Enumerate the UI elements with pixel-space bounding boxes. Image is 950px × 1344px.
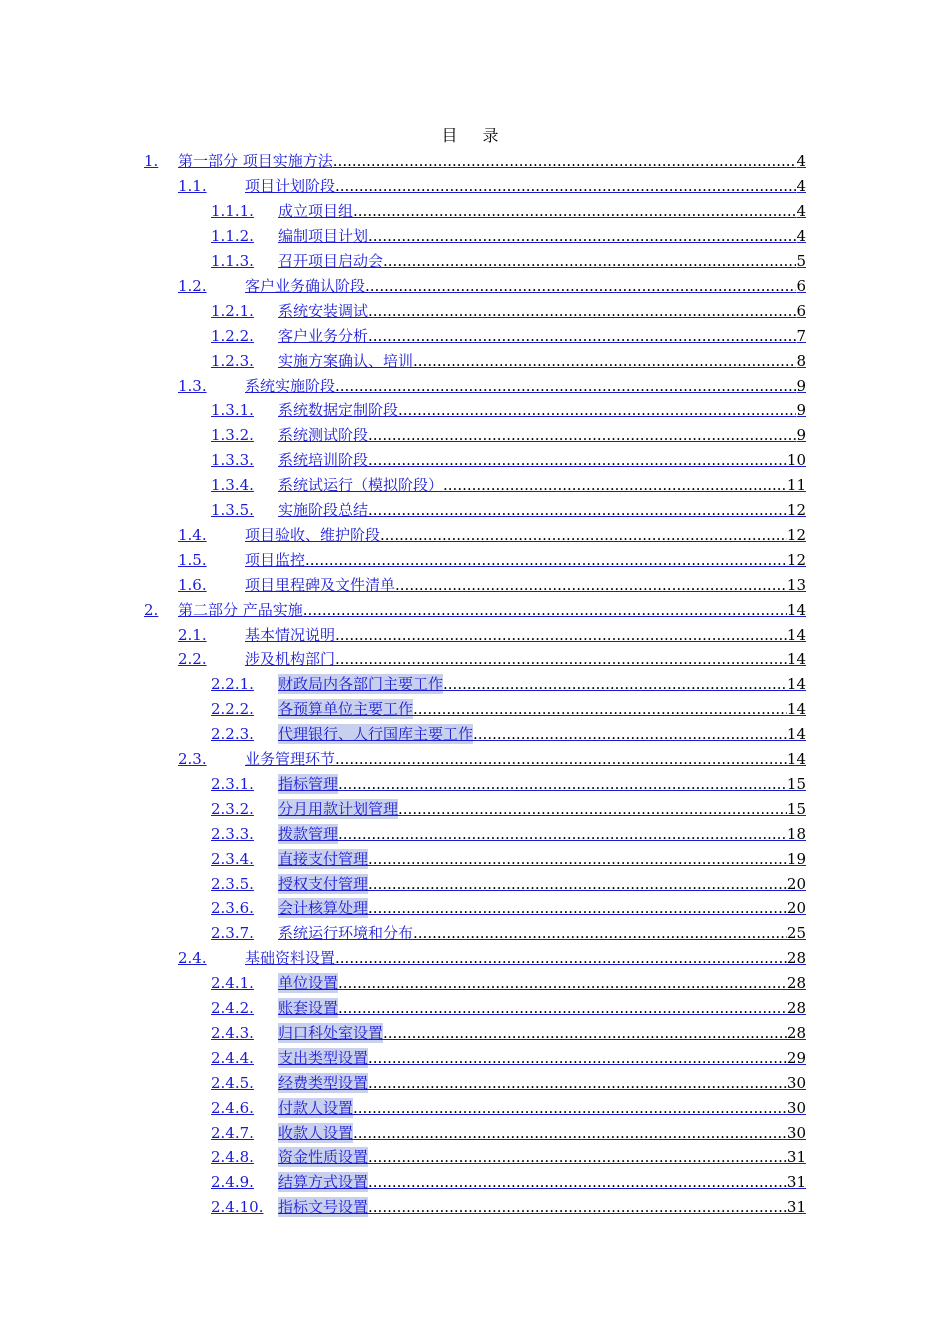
toc-leader-dots — [368, 874, 787, 894]
toc-entry[interactable] — [0, 1145, 950, 1170]
toc-entry-link[interactable] — [278, 500, 806, 520]
toc-leader-dots — [365, 276, 796, 296]
toc-entry-number[interactable]: 1.3.1. — [211, 401, 254, 420]
toc-entry-number[interactable]: 1.2.1. — [211, 301, 254, 320]
toc-entry-link[interactable] — [278, 1023, 806, 1043]
toc-entry-number[interactable]: 1.1.3. — [211, 252, 254, 271]
toc-page-number: 9 — [796, 426, 806, 445]
toc-entry-title: 召开项目启动会 — [278, 252, 384, 271]
toc-entry-number[interactable]: 1.5. — [178, 550, 207, 569]
toc-page-number: 14 — [786, 625, 806, 644]
toc-leader-dots — [353, 1098, 787, 1118]
toc-leader-dots — [353, 201, 796, 221]
toc-page-number: 14 — [786, 725, 806, 744]
toc-entry-link[interactable] — [245, 575, 806, 595]
toc-page-number: 25 — [786, 924, 806, 943]
toc-entry-link[interactable] — [245, 276, 806, 296]
toc-entry-number[interactable]: 2.1. — [178, 625, 207, 644]
toc-entry-number[interactable]: 2.2.1. — [211, 675, 254, 694]
toc-entry-link[interactable] — [278, 923, 806, 943]
toc-leader-dots — [368, 425, 796, 445]
toc-entry-title: 实施阶段总结 — [278, 501, 369, 520]
toc-entry-number[interactable]: 1.2.2. — [211, 326, 254, 345]
toc-page-number: 11 — [786, 476, 806, 495]
toc-entry-number[interactable]: 1.3.4. — [211, 476, 254, 495]
toc-leader-dots — [338, 824, 787, 844]
toc-entry-number[interactable]: 1.3. — [178, 376, 207, 395]
toc-entry-title: 项目计划阶段 — [245, 177, 336, 196]
toc-entry[interactable] — [0, 622, 950, 647]
toc-entry-title: 指标管理 — [278, 774, 339, 793]
toc-page-number: 4 — [796, 202, 806, 221]
toc-page-number: 12 — [786, 525, 806, 544]
toc-entry-title: 分月用款计划管理 — [278, 799, 399, 818]
toc-page-number: 28 — [786, 949, 806, 968]
toc-leader-dots — [335, 376, 796, 396]
toc-entry-link[interactable] — [278, 226, 806, 246]
toc-entry-number[interactable]: 2.4.8. — [211, 1148, 254, 1167]
toc-leader-dots — [398, 799, 787, 819]
toc-entry[interactable] — [0, 647, 950, 672]
toc-leader-dots — [305, 550, 787, 570]
toc-page-number: 29 — [786, 1048, 806, 1067]
toc-page-number: 14 — [786, 600, 806, 619]
toc-entry-link[interactable] — [178, 151, 806, 171]
toc-entry[interactable] — [0, 1195, 950, 1220]
toc-leader-dots — [368, 1048, 787, 1068]
toc-entry-number[interactable]: 2.3.4. — [211, 849, 254, 868]
toc-entry[interactable] — [0, 1120, 950, 1145]
toc-entry-link[interactable] — [278, 824, 806, 844]
toc-entry-number[interactable]: 1. — [144, 152, 159, 171]
toc-entry-number[interactable]: 1.1.1. — [211, 202, 254, 221]
toc-entry-link[interactable] — [245, 749, 806, 769]
toc-entry[interactable] — [0, 996, 950, 1021]
toc-entry-title: 结算方式设置 — [278, 1173, 369, 1192]
toc-entry-link[interactable] — [278, 326, 806, 346]
toc-page-number: 15 — [786, 774, 806, 793]
toc-entry-link[interactable] — [278, 201, 806, 221]
toc-entry[interactable] — [0, 323, 950, 348]
toc-entry-number[interactable]: 2.3.6. — [211, 899, 254, 918]
toc-entry-link[interactable] — [278, 1123, 806, 1143]
toc-entry-link[interactable] — [278, 699, 806, 719]
toc-entry-link[interactable] — [278, 1172, 806, 1192]
toc-leader-dots — [443, 475, 787, 495]
toc-entry[interactable] — [0, 747, 950, 772]
toc-entry[interactable] — [0, 174, 950, 199]
toc-entry-title: 资金性质设置 — [278, 1148, 369, 1167]
toc-leader-dots — [368, 226, 796, 246]
toc-entry-number[interactable]: 2.4.3. — [211, 1023, 254, 1042]
toc-entry[interactable] — [0, 896, 950, 921]
toc-entry-number[interactable]: 2.4.2. — [211, 999, 254, 1018]
toc-entry[interactable] — [0, 1170, 950, 1195]
toc-entry[interactable] — [0, 498, 950, 523]
toc-entry-title: 系统测试阶段 — [278, 426, 369, 445]
toc-page-number: 7 — [796, 326, 806, 345]
toc-entry-link[interactable] — [245, 625, 806, 645]
toc-leader-dots — [368, 326, 796, 346]
toc-entry-title: 涉及机构部门 — [245, 650, 336, 669]
toc-entry[interactable] — [0, 348, 950, 373]
toc-entry-title: 系统运行环境和分布 — [278, 924, 414, 943]
toc-page-number: 10 — [786, 451, 806, 470]
toc-page-number: 28 — [786, 999, 806, 1018]
toc-entry-number[interactable]: 1.1.2. — [211, 227, 254, 246]
toc-entry[interactable] — [0, 547, 950, 572]
toc-page-number: 19 — [786, 849, 806, 868]
toc-entry-title: 编制项目计划 — [278, 227, 369, 246]
toc-entry[interactable] — [0, 423, 950, 448]
toc-entry[interactable] — [0, 249, 950, 274]
toc-page-number: 30 — [786, 1123, 806, 1142]
toc-entry-title: 系统数据定制阶段 — [278, 401, 399, 420]
toc-entry-link[interactable] — [278, 1073, 806, 1093]
toc-entry[interactable] — [0, 846, 950, 871]
toc-entry-number[interactable]: 2.3.1. — [211, 774, 254, 793]
toc-entry-link[interactable] — [245, 948, 806, 968]
toc-leader-dots — [353, 1123, 787, 1143]
toc-entry-number[interactable]: 2.4.1. — [211, 974, 254, 993]
toc-page-number: 20 — [786, 899, 806, 918]
toc-entry-title: 经费类型设置 — [278, 1073, 369, 1092]
toc-leader-dots — [368, 500, 787, 520]
toc-entry-link[interactable] — [278, 425, 806, 445]
toc-entry-number[interactable]: 2. — [144, 600, 159, 619]
toc-entry-number[interactable]: 1.6. — [178, 575, 207, 594]
toc-entry-link[interactable] — [278, 724, 806, 744]
toc-entry-number[interactable]: 2.2.3. — [211, 725, 254, 744]
toc-entry-number[interactable]: 2.4.7. — [211, 1123, 254, 1142]
toc-entry[interactable] — [0, 1095, 950, 1120]
toc-page-number: 18 — [786, 824, 806, 843]
toc-entry-link[interactable] — [245, 550, 806, 570]
toc-entry-title: 基础资料设置 — [245, 949, 336, 968]
toc-entry-link[interactable] — [278, 301, 806, 321]
toc-leader-dots — [368, 301, 796, 321]
toc-entry-number[interactable]: 2.4.4. — [211, 1048, 254, 1067]
toc-entry-number[interactable]: 2.3. — [178, 750, 207, 769]
toc-entry-title: 财政局内各部门主要工作 — [278, 675, 444, 694]
toc-page-number: 14 — [786, 650, 806, 669]
toc-entry-link[interactable] — [278, 898, 806, 918]
toc-entry[interactable] — [0, 149, 950, 174]
toc-entry[interactable] — [0, 796, 950, 821]
toc-leader-dots — [398, 400, 796, 420]
toc-page-number: 31 — [786, 1148, 806, 1167]
toc-entry-number[interactable]: 1.3.3. — [211, 451, 254, 470]
toc-entry-number[interactable]: 1.3.2. — [211, 426, 254, 445]
toc-entry-title: 项目里程碑及文件清单 — [245, 575, 396, 594]
toc-leader-dots — [368, 450, 787, 470]
toc-entry-number[interactable]: 2.4.10. — [211, 1198, 264, 1217]
toc-entry-link[interactable] — [278, 1048, 806, 1068]
toc-entry-link[interactable] — [278, 251, 806, 271]
toc-page-number: 9 — [796, 376, 806, 395]
toc-entry[interactable] — [0, 199, 950, 224]
toc-leader-dots — [303, 600, 787, 620]
toc-entry-link[interactable] — [245, 376, 806, 396]
toc-entry-title: 单位设置 — [278, 974, 339, 993]
toc-entry-number[interactable]: 2.2. — [178, 650, 207, 669]
toc-page-number: 12 — [786, 501, 806, 520]
toc-entry-number[interactable]: 1.2.3. — [211, 351, 254, 370]
toc-entry[interactable] — [0, 398, 950, 423]
toc-entry-number[interactable]: 1.3.5. — [211, 501, 254, 520]
toc-entry-title: 成立项目组 — [278, 202, 354, 221]
toc-leader-dots — [368, 1172, 787, 1192]
toc-entry-number[interactable]: 2.3.7. — [211, 924, 254, 943]
toc-entry[interactable] — [0, 274, 950, 299]
toc-entry-link[interactable] — [278, 1197, 806, 1217]
toc-leader-dots — [335, 749, 787, 769]
toc-entry-title: 系统安装调试 — [278, 301, 369, 320]
toc-entry-title: 归口科处室设置 — [278, 1023, 384, 1042]
toc-entry-title: 会计核算处理 — [278, 899, 369, 918]
toc-entry-link[interactable] — [278, 351, 806, 371]
toc-entry-link[interactable] — [278, 475, 806, 495]
toc-entry-number[interactable]: 2.4.9. — [211, 1173, 254, 1192]
toc-leader-dots — [383, 1023, 787, 1043]
toc-entry[interactable] — [0, 597, 950, 622]
toc-leader-dots — [413, 351, 796, 371]
toc-leader-dots — [338, 998, 787, 1018]
toc-leader-dots — [380, 525, 787, 545]
toc-entry[interactable] — [0, 448, 950, 473]
toc-entry-title: 收款人设置 — [278, 1123, 354, 1142]
toc-entry[interactable] — [0, 921, 950, 946]
toc-entry-title: 直接支付管理 — [278, 849, 369, 868]
toc-entry[interactable] — [0, 672, 950, 697]
toc-entry-title: 账套设置 — [278, 999, 339, 1018]
toc-page-number: 4 — [796, 177, 806, 196]
toc-leader-dots — [338, 774, 787, 794]
toc-entry[interactable] — [0, 821, 950, 846]
toc-entry-number[interactable]: 2.4.5. — [211, 1073, 254, 1092]
toc-leader-dots — [335, 176, 796, 196]
toc-page-number: 14 — [786, 675, 806, 694]
toc-leader-dots — [335, 625, 787, 645]
toc-entry-title: 第一部分 项目实施方法 — [178, 152, 333, 171]
toc-entry-title: 业务管理环节 — [245, 750, 336, 769]
toc-page-number: 4 — [796, 227, 806, 246]
toc-entry-title: 系统试运行（模拟阶段） — [278, 476, 444, 495]
toc-entry-link[interactable] — [278, 674, 806, 694]
toc-entry-number[interactable]: 2.4. — [178, 949, 207, 968]
toc-entry[interactable] — [0, 946, 950, 971]
toc-page-number: 14 — [786, 750, 806, 769]
toc-entry-title: 各预算单位主要工作 — [278, 700, 414, 719]
toc-entry-title: 支出类型设置 — [278, 1048, 369, 1067]
toc-entry-link[interactable] — [278, 849, 806, 869]
toc-page-number: 9 — [796, 401, 806, 420]
toc-leader-dots — [368, 898, 787, 918]
toc-leader-dots — [335, 649, 787, 669]
toc-entry-number[interactable]: 2.3.5. — [211, 874, 254, 893]
toc-page-number: 5 — [796, 252, 806, 271]
toc-page-number: 15 — [786, 799, 806, 818]
toc-entry-link[interactable] — [278, 998, 806, 1018]
toc-entry[interactable] — [0, 697, 950, 722]
toc-entry[interactable] — [0, 1021, 950, 1046]
toc-entry-link[interactable] — [278, 874, 806, 894]
toc-page-number: 6 — [796, 276, 806, 295]
toc-entry[interactable] — [0, 473, 950, 498]
toc-entry[interactable] — [0, 722, 950, 747]
toc-page-number: 13 — [786, 575, 806, 594]
toc-entry[interactable] — [0, 298, 950, 323]
toc-entry-title: 实施方案确认、培训 — [278, 351, 414, 370]
toc-page-number: 6 — [796, 301, 806, 320]
toc-leader-dots — [333, 151, 797, 171]
toc-page-number: 28 — [786, 974, 806, 993]
toc-leader-dots — [335, 948, 787, 968]
toc-entry-title: 基本情况说明 — [245, 625, 336, 644]
toc-entry[interactable] — [0, 572, 950, 597]
toc-page-number: 31 — [786, 1173, 806, 1192]
toc-page-number: 20 — [786, 874, 806, 893]
toc-entry-title: 付款人设置 — [278, 1098, 354, 1117]
toc-entry-title: 代理银行、人行国库主要工作 — [278, 725, 474, 744]
toc-entry-link[interactable] — [278, 799, 806, 819]
toc-leader-dots — [413, 923, 787, 943]
toc-entry-link[interactable] — [278, 774, 806, 794]
toc-entry-link[interactable] — [245, 649, 806, 669]
toc-title: 目 录 — [441, 126, 509, 145]
toc-entry-number[interactable]: 1.1. — [178, 177, 207, 196]
toc-leader-dots — [443, 674, 787, 694]
toc-leader-dots — [368, 1073, 787, 1093]
toc-entry[interactable] — [0, 772, 950, 797]
toc-entry-title: 项目验收、维护阶段 — [245, 525, 381, 544]
toc-leader-dots — [368, 1197, 787, 1217]
toc-entry-title: 项目监控 — [245, 550, 306, 569]
toc-entry-number[interactable]: 2.3.2. — [211, 799, 254, 818]
toc-entry-number[interactable]: 1.4. — [178, 525, 207, 544]
toc-entry-title: 客户业务分析 — [278, 326, 369, 345]
toc-entry-title: 拨款管理 — [278, 824, 339, 843]
toc-entry-link[interactable] — [245, 176, 806, 196]
toc-page-number: 14 — [786, 700, 806, 719]
toc-page-number: 31 — [786, 1198, 806, 1217]
toc-leader-dots — [338, 973, 787, 993]
toc-page-number: 4 — [796, 152, 806, 171]
toc-page-number: 28 — [786, 1023, 806, 1042]
toc-entry[interactable] — [0, 523, 950, 548]
toc-entry-link[interactable] — [178, 600, 806, 620]
toc-entry[interactable] — [0, 871, 950, 896]
toc-entry-link[interactable] — [278, 1147, 806, 1167]
toc-entry-title: 系统实施阶段 — [245, 376, 336, 395]
toc-leader-dots — [395, 575, 787, 595]
toc-leader-dots — [473, 724, 787, 744]
toc-entry[interactable] — [0, 224, 950, 249]
toc-entry-title: 系统培训阶段 — [278, 451, 369, 470]
toc-leader-dots — [368, 849, 787, 869]
toc-leader-dots — [413, 699, 787, 719]
toc-entry-link[interactable] — [278, 400, 806, 420]
toc-entry-title: 第二部分 产品实施 — [178, 600, 303, 619]
toc-entry-title: 授权支付管理 — [278, 874, 369, 893]
toc-leader-dots — [383, 251, 796, 271]
toc-entry[interactable] — [0, 373, 950, 398]
toc-entry-number[interactable]: 1.2. — [178, 276, 207, 295]
toc-entry[interactable] — [0, 1045, 950, 1070]
toc-entry-link[interactable] — [278, 450, 806, 470]
toc-page-number: 30 — [786, 1098, 806, 1117]
toc-entry-number[interactable]: 2.4.6. — [211, 1098, 254, 1117]
toc-entry-link[interactable] — [245, 525, 806, 545]
toc-leader-dots — [368, 1147, 787, 1167]
toc-entry[interactable] — [0, 1070, 950, 1095]
toc-entry[interactable] — [0, 971, 950, 996]
toc-entry-link[interactable] — [278, 973, 806, 993]
toc-entry-title: 客户业务确认阶段 — [245, 276, 366, 295]
toc-entry-number[interactable]: 2.3.3. — [211, 824, 254, 843]
toc-entry-link[interactable] — [278, 1098, 806, 1118]
toc-page-number: 8 — [796, 351, 806, 370]
toc-entry-title: 指标文号设置 — [278, 1198, 369, 1217]
toc-page-number: 30 — [786, 1073, 806, 1092]
toc-entry-number[interactable]: 2.2.2. — [211, 700, 254, 719]
toc-page-number: 12 — [786, 550, 806, 569]
